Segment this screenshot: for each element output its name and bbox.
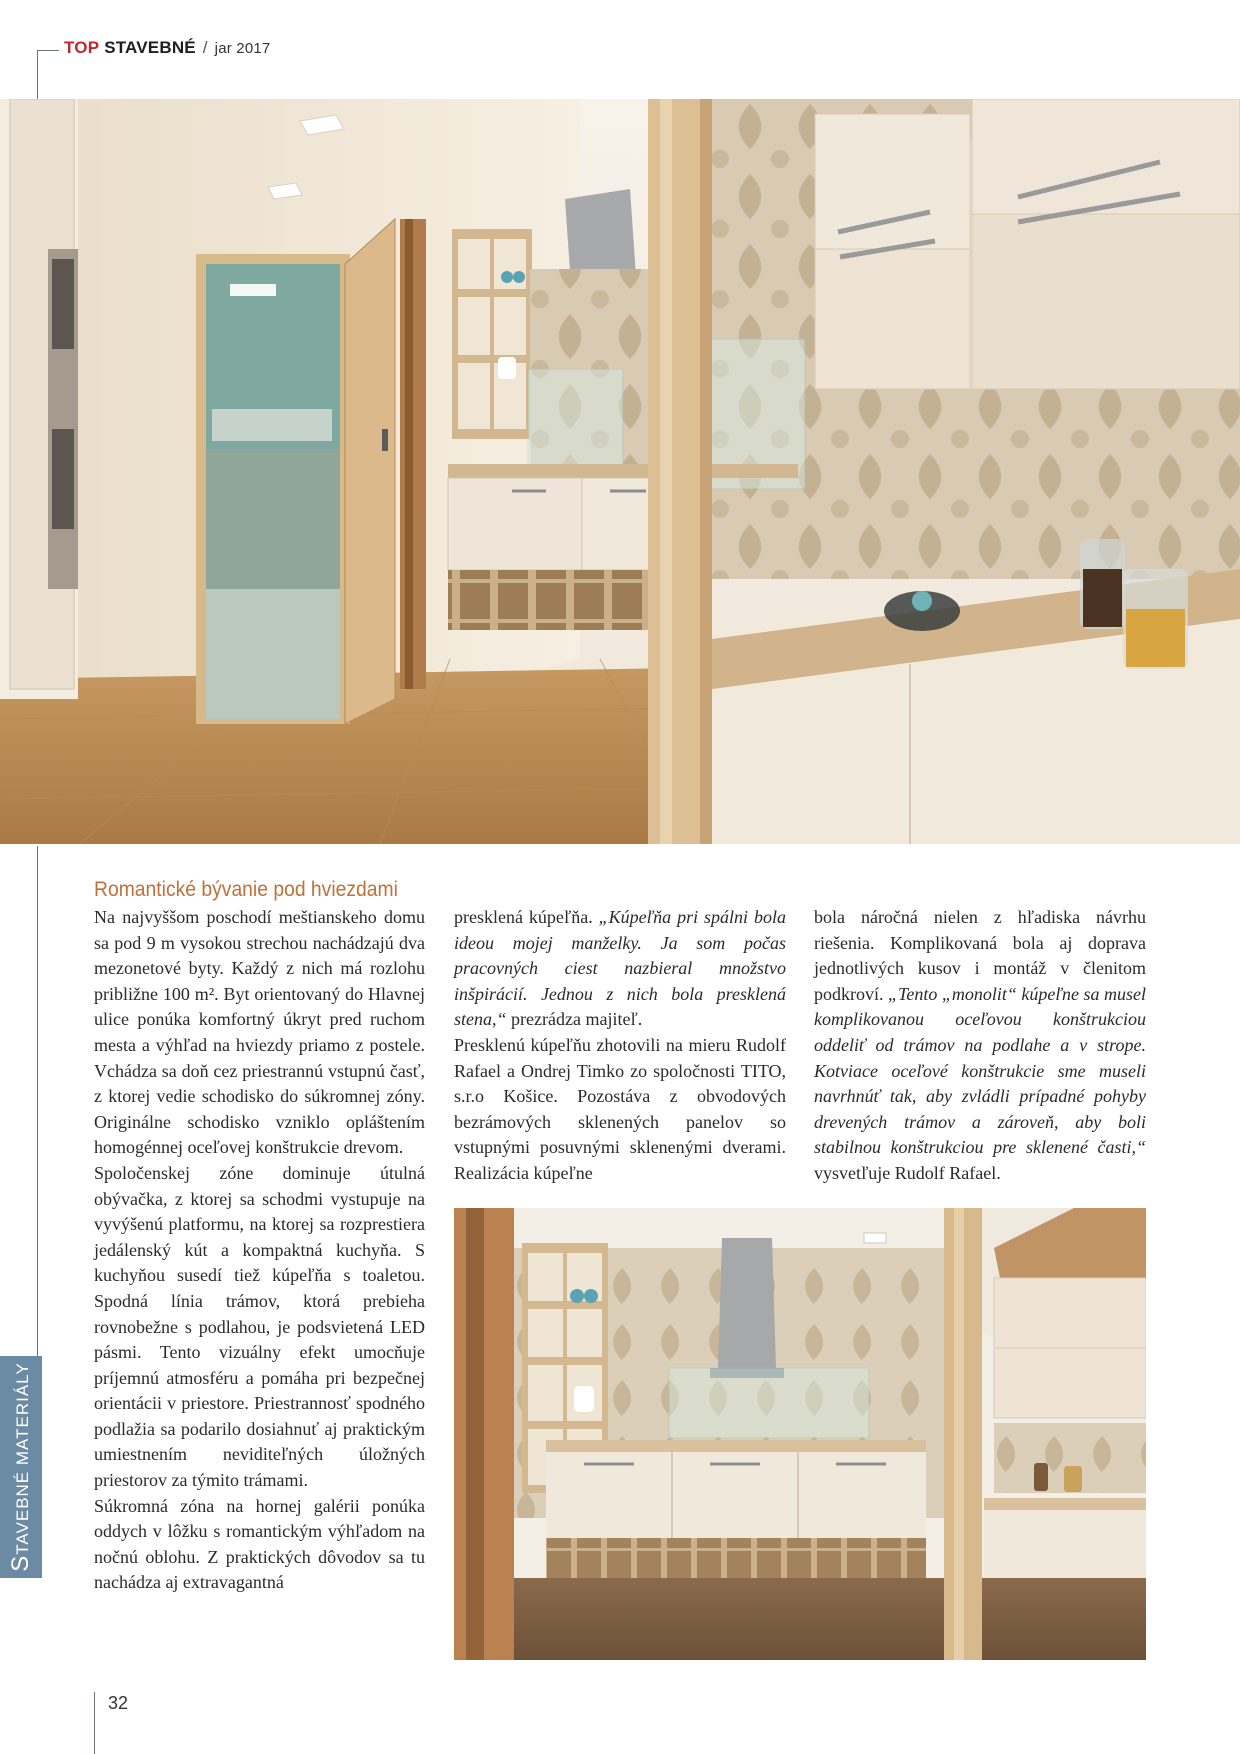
paragraph: presklená kúpeľňa. „Kúpeľňa pri spálni bola ideou mojej manželky. Ja som počas pracovných ciest nazbieral množstvo inšpirácií. Jednou z nich bola presklená stena,“ prezrádza majiteľ. xyxy=(454,907,786,1030)
left-margin-rule xyxy=(37,846,38,1356)
footer-rule xyxy=(94,1692,95,1754)
quote: „Kúpeľňa pri spálni bola ideou mojej manželky. Ja som počas pracovných ciest nazbieral množstvo inšpirácií. Jednou z nich bola presklená stena,“ xyxy=(454,907,786,1030)
article-heading: Romantické bývanie pod hviezdami xyxy=(94,878,398,901)
bottom-kitchen-photo xyxy=(454,1208,1146,1660)
masthead xyxy=(64,38,270,58)
quote: „Tento „monolit“ kúpeľne sa musel komplikovanou oceľovou konštrukciou oddeliť od trámov na podlahe a v strope. Kotviace oceľové konštrukcie sme museli navrhnúť tak, aby zvládli prípadné pohyby drevených trámov a zároveň, aby boli stabilnou konštrukciou pre sklenené časti,“ xyxy=(814,983,1146,1158)
article-column-1 xyxy=(94,905,425,1596)
masthead-issue: jar 2017 xyxy=(214,40,271,57)
paragraph: bola náročná nielen z hľadiska návrhu riešenia. Komplikovaná bola aj doprava jednotlivých kusov i montáž v členitom podkroví. „Tento „monolit“ kúpeľne sa musel komplikovanou oceľovou konštrukciou oddeliť od trámov na podlahe a v strope. Kotviace oceľové konštrukcie sme museli navrhnúť tak, aby zvládli prípadné pohyby drevených trámov a zároveň, aby boli stabilnou konštrukciou pre sklenené časti,“ vysvetľuje Rudolf Rafael. xyxy=(814,907,1146,1183)
paragraph: Na najvyššom poschodí meštianskeho domu sa pod 9 m vysokou strechou nachádzajú dva mezonetové byty. Každý z nich má rozlohu približne 100 m². Byt orientovaný do Hlavnej ulice ponúka komfortný úkryt pred ruchom mesta a výhľad na hviezdy priamo z postele. Vchádza sa doň cez priestrannú vstupnú časť, z ktorej vedie schodisko do súkromnej zóny. Originálne schodisko vzniklo opláštením homogénnej oceľovej konštrukcie drevom. xyxy=(94,907,425,1158)
page-number: 32 xyxy=(108,1693,129,1713)
article-column-3 xyxy=(814,905,1146,1187)
header-rule-vertical xyxy=(37,50,38,102)
paragraph: Súkromná zóna na hornej galérii ponúka oddych v lôžku s romantickým výhľadom na nočnú oblohu. Z praktických dôvodov sa tu nachádza aj extravagantná xyxy=(94,1495,425,1593)
section-side-tab-label: STAVEBNÉ MATERIÁLY xyxy=(7,1362,34,1572)
masthead-brand: STAVEBNÉ xyxy=(104,38,196,57)
top-kitchen-photo xyxy=(0,99,1240,844)
paragraph: Spoločenskej zóne dominuje útulná obývačka, z ktorej sa schodmi vystupuje na vyvýšenú platformu, na ktorej sa rozprestiera jedálenský kút a kompaktná kuchyňa. S kuchyňou susedí tiež kúpeľňa s toaletou. Spodná línia trámov, ktorá prebieha rovnobežne s podlahou, je podsvietená LED pásmi. Tento vizuálny efekt umocňuje príjemnú atmosféru a pomáha pri bezpečnej orientácii v priestore. Priestrannosť spodného podlažia sa podarilo dosiahnuť aj praktickým umiestnením neviditeľných úložných priestorov za týmito trámami. xyxy=(94,1162,425,1491)
masthead-separator: / xyxy=(202,38,208,57)
header-rule-horizontal xyxy=(37,50,59,51)
masthead-top: TOP xyxy=(64,38,100,57)
article-column-2 xyxy=(454,905,786,1187)
paragraph: Presklenú kúpeľňu zhotovili na mieru Rudolf Rafael a Ondrej Timko zo spoločnosti TITO, s.r.o Košice. Pozostáva z obvodových bezrámových sklenených panelov so vstupnými posuvnými sklenenými dverami. Realizácia kúpeľne xyxy=(454,1034,786,1183)
